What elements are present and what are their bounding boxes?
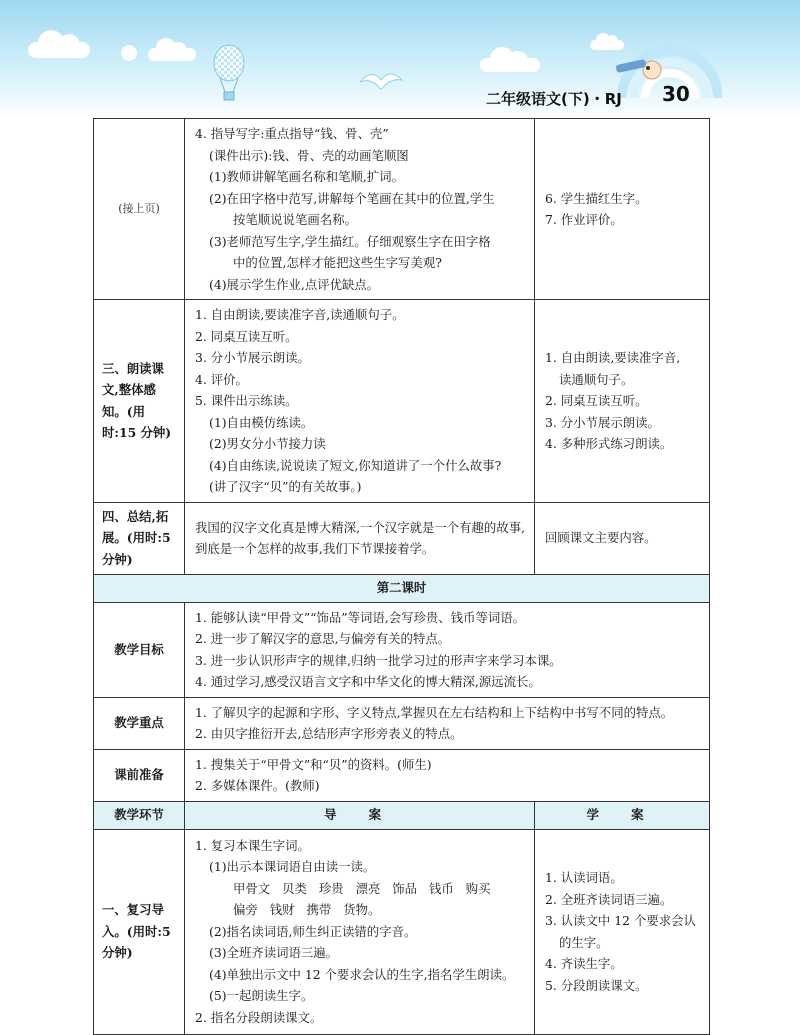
table-row (94, 300, 710, 503)
cloud-icon (480, 58, 540, 72)
guide-line: 按笔顺说说笔画名称。 (233, 212, 357, 227)
guide-line: (讲了汉字“贝”的有关故事。) (209, 479, 362, 494)
guide-line: (3)老师范写生字,学生描红。仔细观察生字在田字格 (209, 233, 491, 249)
study-line: 3. 分小节展示朗读。 (545, 414, 660, 430)
flying-bird-icon (358, 66, 404, 96)
cloud-icon (28, 42, 90, 58)
guide-line: 1. 自由朗读,要读准字音,读通顺句子。 (195, 307, 405, 322)
row-label: 三、朗读课文,整体感知。(用时:15 分钟) (94, 300, 185, 503)
study-line: 1. 认读词语。 (545, 870, 623, 885)
study-line: 2. 同桌互读互听。 (545, 393, 648, 408)
goal-line: 2. 进一步了解汉字的意思,与偏旁有关的特点。 (195, 631, 451, 646)
table-row (94, 697, 710, 749)
guide-cell (185, 829, 535, 1034)
lesson-plan-table (93, 118, 710, 1035)
study-line: 4. 多种形式练习朗读。 (545, 436, 673, 451)
page-number: 30 (662, 82, 690, 106)
guide-line: 2. 指名分段朗读课文。 (195, 1009, 323, 1025)
study-cell (535, 119, 710, 300)
guide-line: (4)展示学生作业,点评优缺点。 (209, 276, 380, 292)
study-cell (535, 829, 710, 1034)
guide-line: (5)一起朗读生字。 (209, 988, 314, 1004)
study-line: 1. 自由朗读,要读准字音, (545, 350, 681, 365)
guide-line: 中的位置,怎样才能把这些生字写美观? (233, 255, 442, 270)
guide-cell (185, 300, 535, 503)
row-label: 教学重点 (94, 697, 185, 749)
table-row (94, 502, 710, 574)
prep-cell (185, 749, 710, 801)
guide-line: (课件出示):钱、骨、壳的动画笔顺图 (209, 147, 409, 163)
column-header-guide: 导 案 (185, 801, 535, 829)
study-line: 4. 齐读生字。 (545, 956, 623, 971)
cloud-icon (148, 48, 196, 61)
study-line: 3. 认读文中 12 个要求会认 (545, 913, 696, 928)
table-header-row (94, 801, 710, 829)
study-cell (535, 300, 710, 503)
guide-line: (2)指名读词语,师生纠正读错的字音。 (209, 923, 417, 939)
guide-line: 4. 评价。 (195, 371, 248, 387)
row-label: 教学目标 (94, 602, 185, 697)
prep-line: 2. 多媒体课件。(教师) (195, 778, 320, 793)
row-label: (接上页) (94, 119, 185, 300)
study-line: 2. 全班齐读词语三遍。 (545, 891, 673, 907)
row-label: 四、总结,拓展。(用时:5 分钟) (94, 502, 185, 574)
vocab-line: 偏旁 钱财 携带 货物。 (233, 902, 381, 918)
guide-line: (4)单独出示文中 12 个要求会认的生字,指名学生朗读。 (209, 966, 515, 982)
book-title: 二年级语文(下)・RJ (486, 90, 622, 108)
guide-line: 1. 复习本课生字词。 (195, 837, 310, 853)
vocab-line: 甲骨文 贝类 珍贵 漂亮 饰品 钱币 购买 (233, 880, 491, 896)
guide-line: 4. 指导写字:重点指导“钱、骨、壳” (195, 126, 389, 141)
study-cell: 回顾课文主要内容。 (535, 502, 710, 574)
table-row (94, 119, 710, 300)
guide-cell (185, 119, 535, 300)
prep-line: 1. 搜集关于“甲骨文”和“贝”的资料。(师生) (195, 756, 432, 772)
guide-line: 2. 同桌互读互听。 (195, 328, 298, 344)
guide-line: (3)全班齐读词语三遍。 (209, 945, 339, 961)
study-line: 的生字。 (559, 934, 609, 950)
guide-line: (2)在田字格中范写,讲解每个笔画在其中的位置,学生 (209, 190, 495, 206)
goals-cell (185, 602, 710, 697)
row-label: 一、复习导入。(用时:5 分钟) (94, 829, 185, 1034)
guide-line: (1)自由模仿练读。 (209, 414, 314, 430)
table-row (94, 749, 710, 801)
key-cell (185, 697, 710, 749)
study-line: 5. 分段朗读课文。 (545, 977, 648, 993)
guide-cell: 我国的汉字文化真是博大精深,一个汉字就是一个有趣的故事,到底是一个怎样的故事,我们下节课接着学。 (185, 502, 535, 574)
guide-line: 3. 分小节展示朗读。 (195, 350, 310, 365)
hot-air-balloon-icon (212, 44, 246, 104)
guide-line: (4)自由练读,说说读了短文,你知道讲了一个什么故事? (209, 457, 502, 473)
study-line: 7. 作业评价。 (545, 212, 623, 227)
column-header-stage: 教学环节 (94, 801, 185, 829)
table-row (94, 574, 710, 602)
key-line: 2. 由贝字推衍开去,总结形声字形旁表义的特点。 (195, 726, 463, 741)
goal-line: 3. 进一步认识形声字的规律,归纳一批学习过的形声字来学习本课。 (195, 652, 562, 668)
row-label: 课前准备 (94, 749, 185, 801)
guide-line: (1)教师讲解笔画名称和笔顺,扩词。 (209, 169, 404, 184)
study-line: 6. 学生描红生字。 (545, 190, 648, 206)
table-row (94, 829, 710, 1034)
table-row (94, 602, 710, 697)
guide-line: (1)出示本课词语自由读一读。 (209, 859, 376, 875)
column-header-study: 学 案 (535, 801, 710, 829)
study-line: 读通顺句子。 (559, 371, 634, 387)
session-title: 第二课时 (94, 574, 710, 602)
key-line: 1. 了解贝字的起源和字形、字义特点,掌握贝在左右结构和上下结构中书写不同的特点。 (195, 704, 674, 720)
guide-line: 5. 课件出示练读。 (195, 393, 298, 408)
goal-line: 1. 能够认读“甲骨文”“饰品”等词语,会写珍贵、钱币等词语。 (195, 609, 526, 625)
goal-line: 4. 通过学习,感受汉语言文字和中华文化的博大精深,源远流长。 (195, 674, 541, 689)
guide-line: (2)男女分小节接力读 (209, 436, 326, 451)
sun-icon (120, 44, 138, 62)
